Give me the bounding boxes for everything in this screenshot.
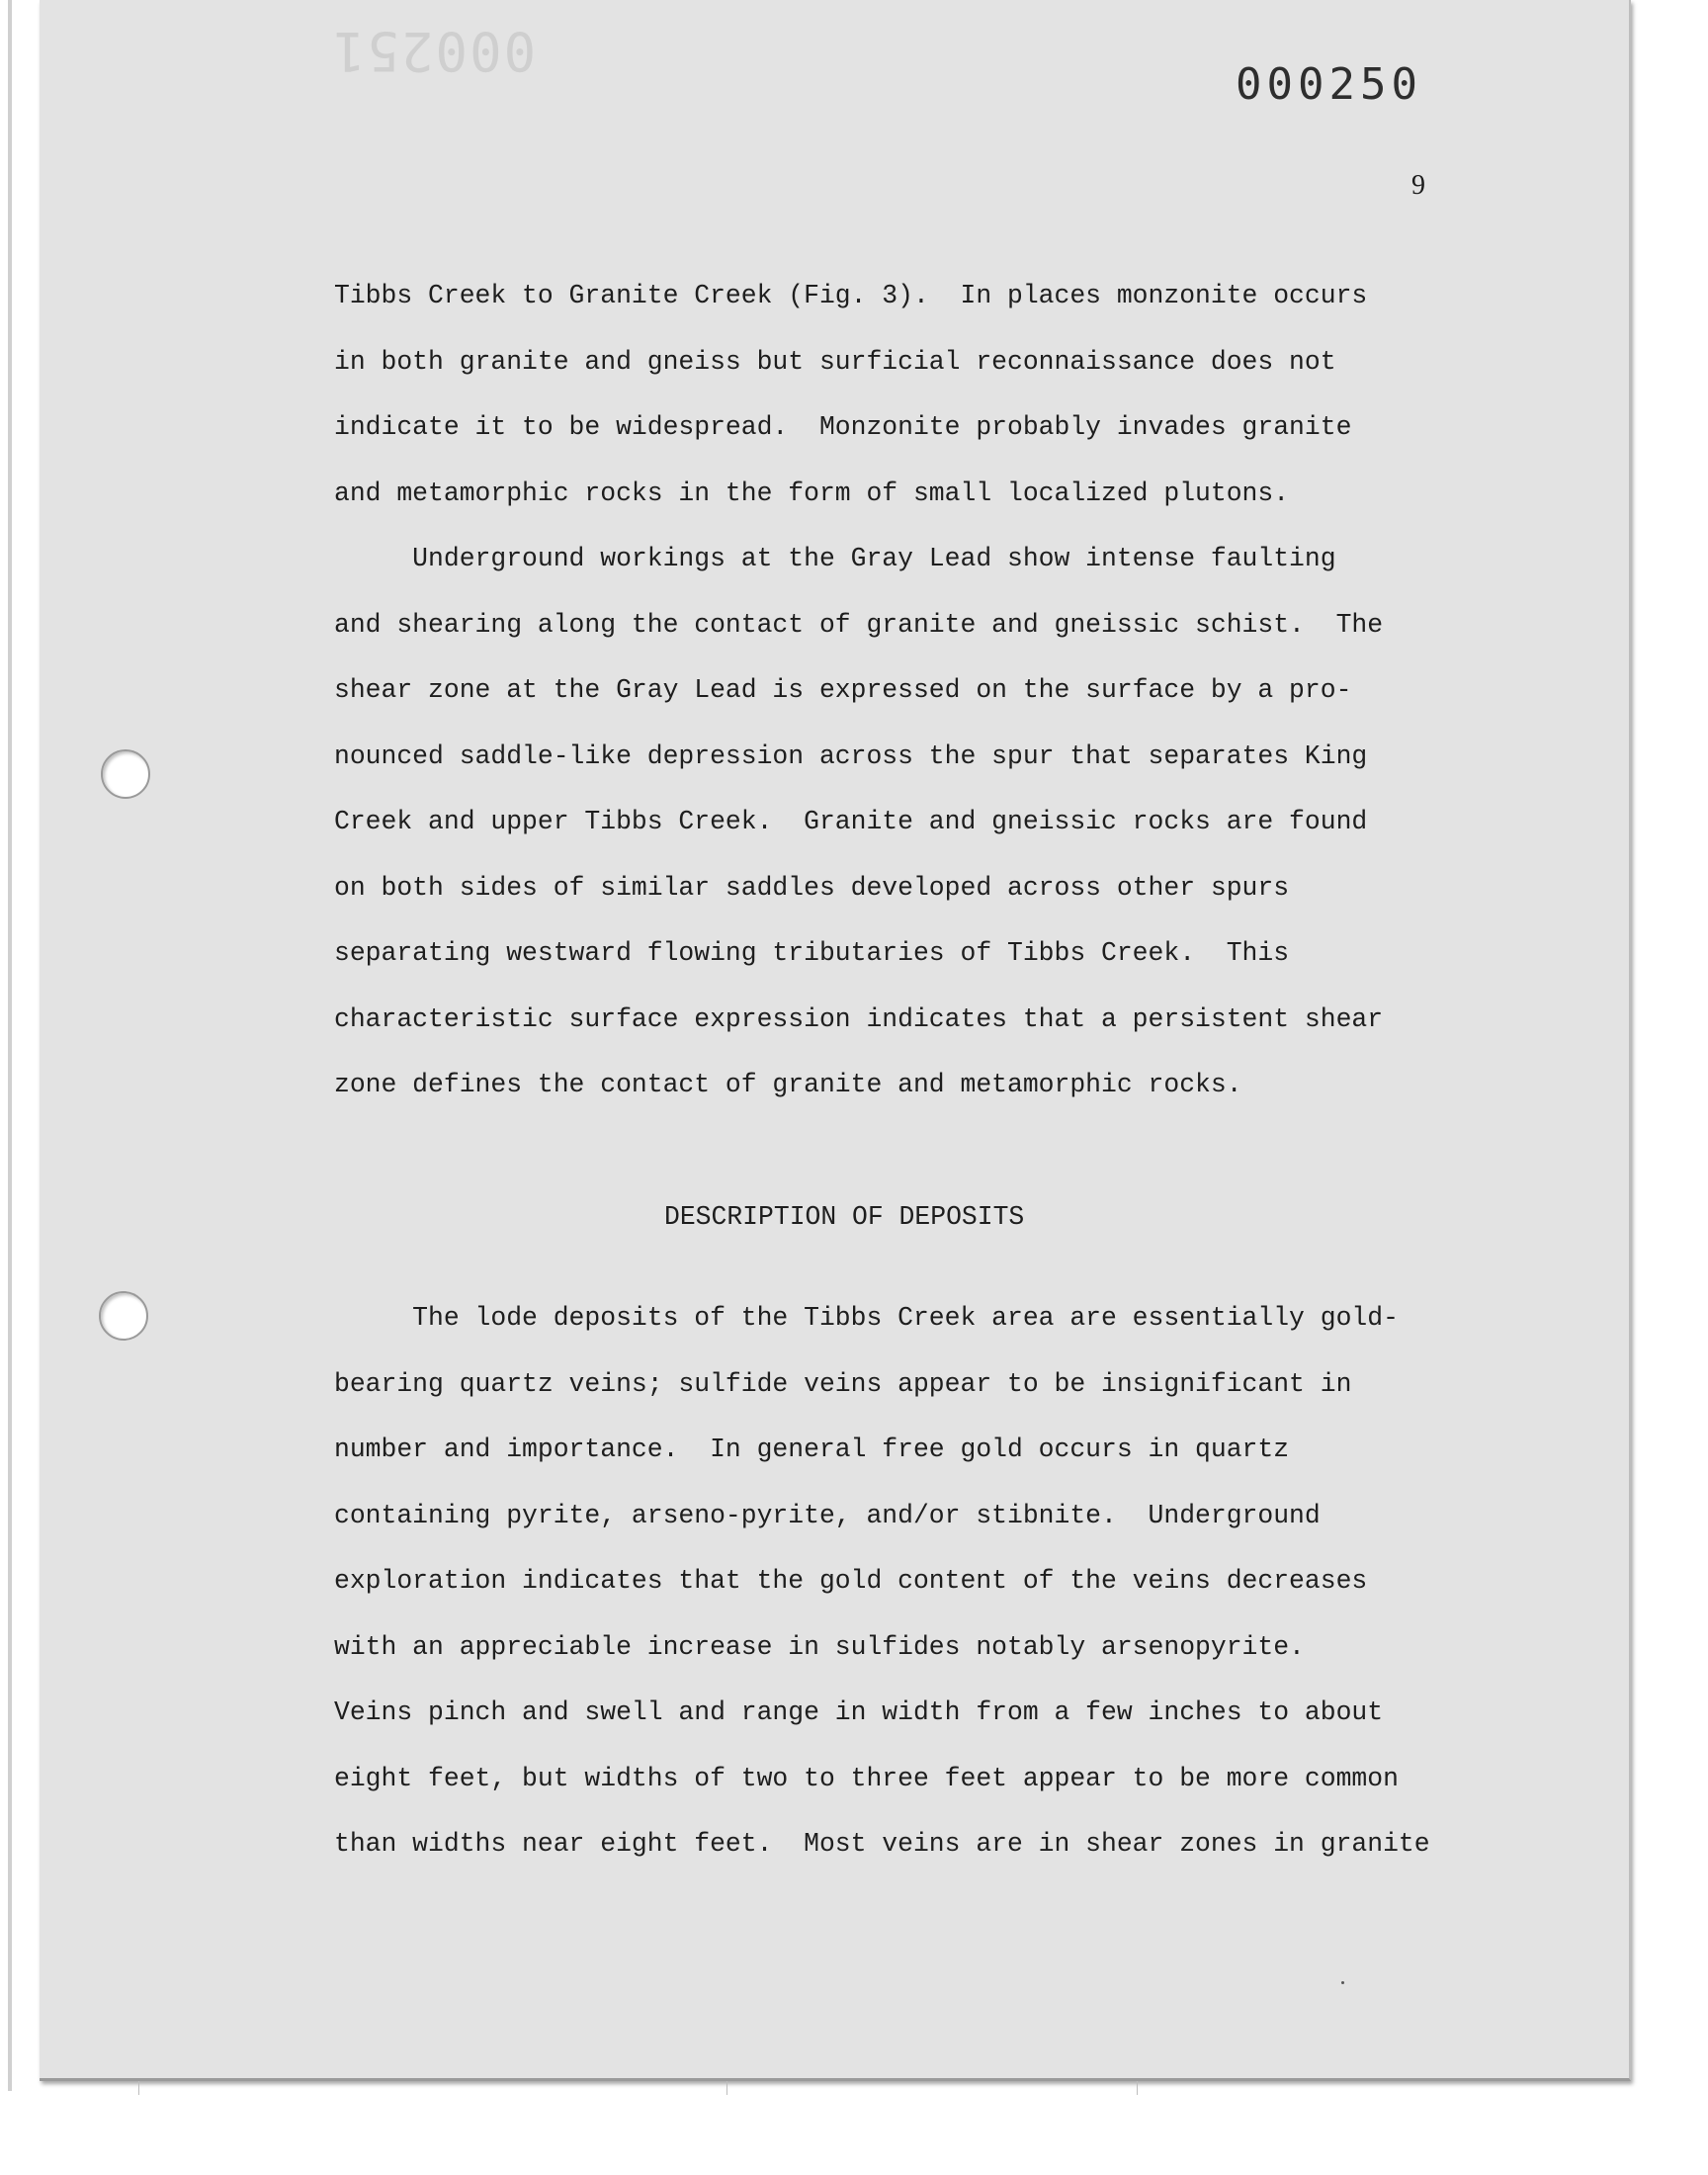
text-line: eight feet, but widths of two to three feet appear to be more common [334, 1763, 1399, 1793]
text-line: nounced saddle-like depression across the spur that separates King [334, 740, 1368, 771]
text-line: separating westward flowing tributaries of Tibbs Creek. This [334, 938, 1290, 968]
paragraph-lode-deposits [334, 1285, 1520, 1877]
text-line: The lode deposits of the Tibbs Creek area are essentially gold- [334, 1303, 1399, 1333]
page-number: 9 [1411, 170, 1425, 201]
text-line: and shearing along the contact of granite and gneissic schist. The [334, 609, 1384, 640]
text-line: Tibbs Creek to Granite Creek (Fig. 3). In places monzonite occurs [334, 281, 1368, 310]
scan-speck [1341, 1981, 1344, 1984]
section-heading: DESCRIPTION OF DEPOSITS [664, 1202, 1025, 1232]
text-line: zone defines the contact of granite and metamorphic rocks. [334, 1070, 1242, 1099]
text-line: Underground workings at the Gray Lead show intense faulting [334, 544, 1336, 573]
text-line: in both granite and gneiss but surficial reconnaissance does not [334, 346, 1336, 377]
text-line: characteristic surface expression indicates that a persistent shear [334, 1003, 1384, 1034]
text-line: Veins pinch and swell and range in width from a few inches to about [334, 1697, 1384, 1727]
text-line: on both sides of similar saddles developed across other spurs [334, 872, 1290, 903]
text-line: with an appreciable increase in sulfides notably arsenopyrite. [334, 1631, 1305, 1662]
scan-artifact-tick [1137, 2081, 1138, 2095]
text-line: shear zone at the Gray Lead is expressed on the surface by a pro- [334, 675, 1352, 705]
text-line: Creek and upper Tibbs Creek. Granite and gneissic rocks are found [334, 807, 1368, 836]
paragraph-geology-continued [334, 263, 1520, 526]
text-line: number and importance. In general free gold occurs in quartz [334, 1435, 1290, 1464]
scan-artifact-tick [138, 2081, 139, 2095]
bleed-through-page-number: 000251 [331, 20, 537, 82]
text-line: bearing quartz veins; sulfide veins appear to be insignificant in [334, 1368, 1352, 1399]
paragraph-gray-lead-workings [334, 526, 1520, 1118]
scan-artifact-tick [726, 2081, 727, 2095]
text-line: indicate it to be widespread. Monzonite probably invades granite [334, 412, 1352, 442]
binder-hole-lower [99, 1291, 148, 1341]
text-line: than widths near eight feet. Most veins are in shear zones in granite [334, 1829, 1430, 1859]
text-line: and metamorphic rocks in the form of small localized plutons. [334, 478, 1290, 508]
text-line: containing pyrite, arseno-pyrite, and/or stibnite. Underground [334, 1500, 1321, 1530]
text-line: exploration indicates that the gold content of the veins decreases [334, 1566, 1368, 1596]
binder-hole-upper [101, 749, 150, 799]
adjacent-page-edge [8, 0, 12, 2091]
